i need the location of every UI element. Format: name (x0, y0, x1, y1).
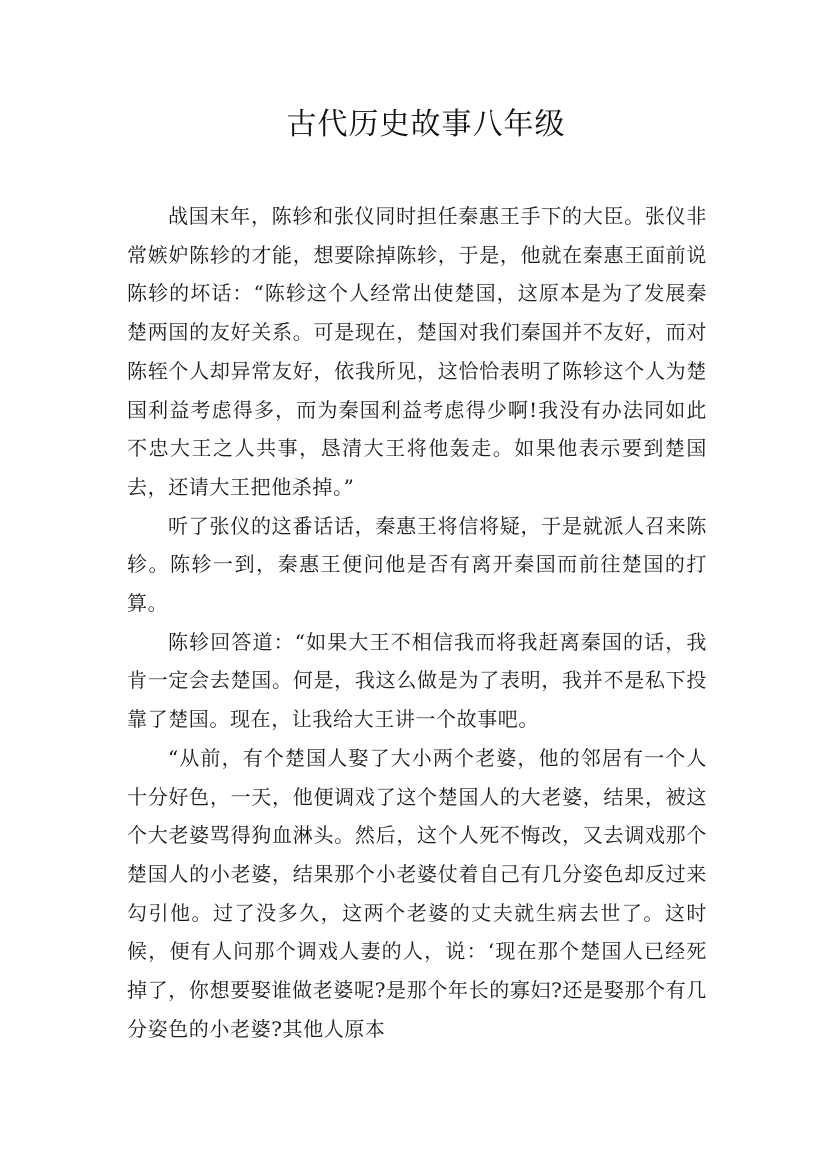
document-body (127, 197, 707, 1048)
paragraph-4: “从前，有个楚国人娶了大小两个老婆，他的邻居有一个人十分好色，一天，他便调戏了这个楚国人的大老婆，结果，被这个大老婆骂得狗血淋头。然后，这个人死不悔改，又去调戏那个楚国人的小老婆，结果那个小老婆仗着自己有几分姿色却反过来勾引他。过了没多久，这两个老婆的丈夫就生病去世了。这时候，便有人问那个调戏人妻的人，说：‘现在那个楚国人已经死掉了，你想要娶谁做老婆呢?是那个年长的寡妇?还是娶那个有几分姿色的小老婆?其他人原本 (127, 745, 707, 1041)
paragraph-2: 听了张仪的这番话话，秦惠王将信将疑，于是就派人召来陈轸。陈轸一到，秦惠王便问他是否有离开秦国而前往楚国的打算。 (127, 513, 707, 616)
paragraph-1: 战国末年，陈轸和张仪同时担任秦惠王手下的大臣。张仪非常嫉妒陈轸的才能，想要除掉陈轸，于是，他就在秦惠王面前说陈轸的坏话：“陈轸这个人经常出使楚国，这原本是为了发展秦楚两国的友好关系。可是现在，楚国对我们秦国并不友好，而对陈轾个人却异常友好，依我所见，这恰恰表明了陈轸这个人为楚国利益考虑得多，而为秦国利益考虑得少啊!我没有办法同如此不忠大王之人共事，恳清大王将他轰走。如果他表示要到楚国去，还请大王把他杀掉。” (127, 204, 707, 499)
document-title: 古代历史故事八年级 (286, 107, 566, 142)
paragraph-3: 陈轸回答道：“如果大王不相信我而将我赶离秦国的话，我肯一定会去楚国。何是，我这么做是为了表明，我并不是私下投靠了楚国。现在，让我给大王讲一个故事吧。 (127, 629, 707, 732)
